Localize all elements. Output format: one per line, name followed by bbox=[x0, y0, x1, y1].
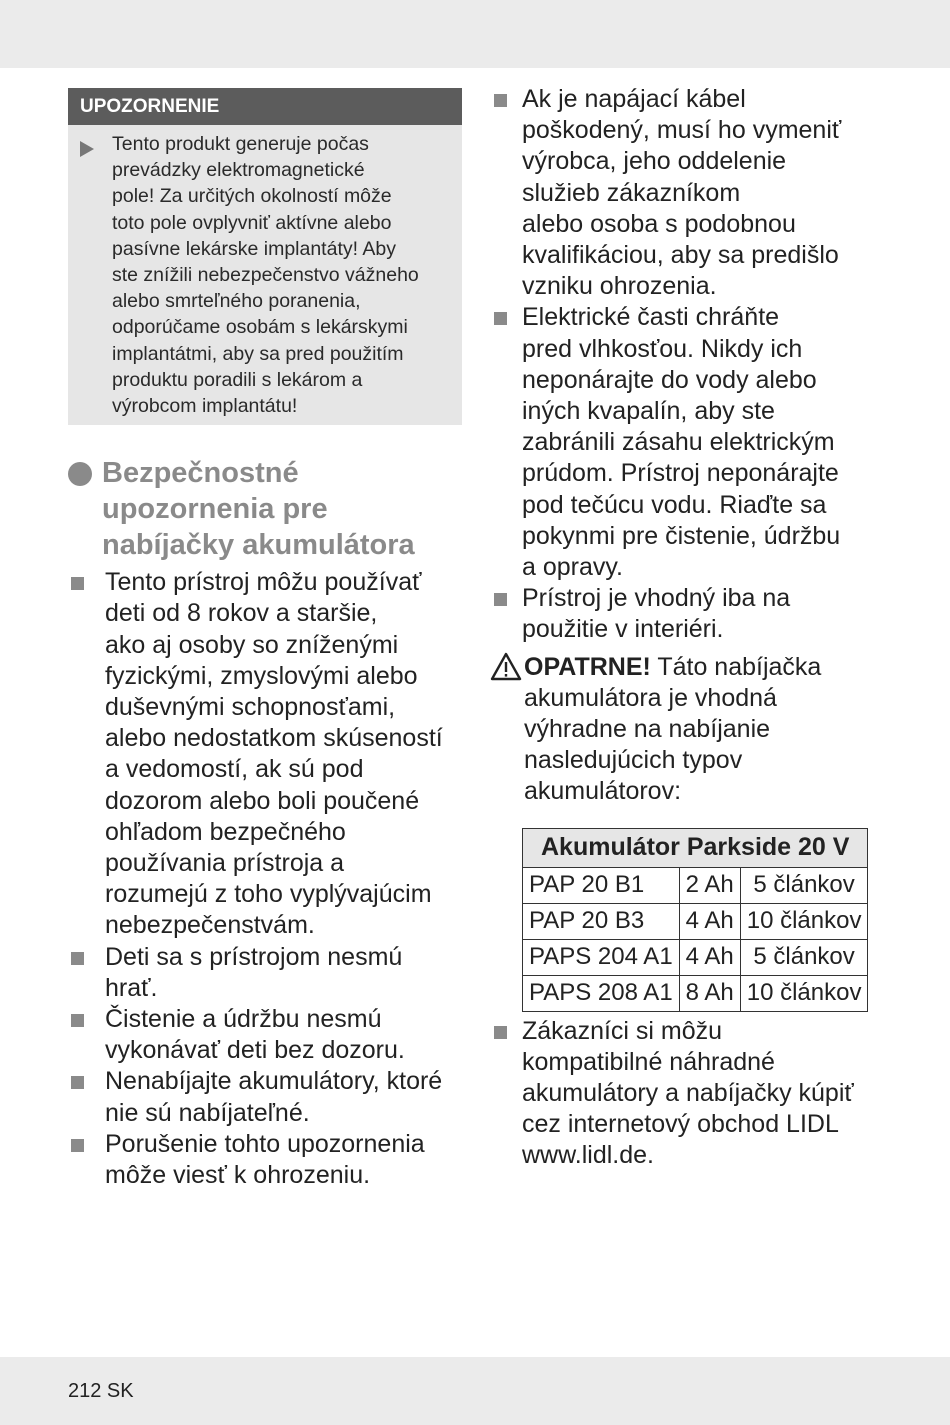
square-bullet-icon bbox=[494, 1026, 507, 1039]
list-line: hrať. bbox=[105, 973, 158, 1002]
caution-line: akumulátora je vhodná bbox=[524, 683, 777, 712]
top-band bbox=[0, 0, 950, 68]
list-line: Prístroj je vhodný iba na bbox=[522, 584, 791, 613]
list-item bbox=[490, 302, 885, 583]
caution-note bbox=[490, 652, 885, 808]
list-item bbox=[68, 1129, 462, 1191]
table-cell: PAP 20 B1 bbox=[523, 867, 680, 903]
section-title-line: upozornenia pre bbox=[102, 493, 328, 526]
list-line: alebo nedostatkom skúseností bbox=[105, 724, 443, 753]
caution-label: OPATRNE! bbox=[524, 652, 651, 681]
list-line: rozumejú z toho vyplývajúcim bbox=[105, 880, 432, 909]
list-line: Ak je napájací kábel bbox=[522, 85, 746, 113]
left-bullet-list bbox=[68, 567, 462, 1191]
list-line: Tento prístroj môžu používať bbox=[105, 568, 422, 597]
bullet-dot-icon bbox=[68, 462, 92, 486]
warning-line: Tento produkt generuje počas bbox=[112, 133, 369, 155]
footer-band bbox=[0, 1357, 950, 1425]
warning-box bbox=[68, 88, 462, 425]
square-bullet-icon bbox=[71, 1076, 84, 1089]
table-cell: PAPS 208 A1 bbox=[523, 975, 680, 1011]
table-row bbox=[523, 867, 868, 903]
list-item bbox=[490, 1016, 885, 1172]
square-bullet-icon bbox=[494, 593, 507, 606]
list-line: pokynmi pre čistenie, údržbu bbox=[522, 521, 841, 550]
list-item bbox=[68, 567, 462, 941]
left-column bbox=[68, 88, 462, 1191]
list-line: akumulátory a nabíjačky kúpiť bbox=[522, 1079, 854, 1108]
warning-triangle-icon bbox=[490, 652, 522, 682]
list-line: služieb zákazníkom bbox=[522, 178, 741, 207]
warning-text bbox=[112, 131, 419, 419]
list-line: duševnými schopnosťami, bbox=[105, 693, 396, 722]
square-bullet-icon bbox=[494, 94, 507, 107]
list-line: iných kvapalín, aby ste bbox=[522, 397, 775, 426]
list-line: Nenabíjajte akumulátory, ktoré bbox=[105, 1067, 443, 1096]
table-row bbox=[523, 939, 868, 975]
list-line: pod tečúcu vodu. Riaďte sa bbox=[522, 490, 827, 519]
warning-line: toto pole ovplyvniť aktívne alebo bbox=[112, 211, 392, 234]
list-line: alebo osoba s podobnou bbox=[522, 209, 796, 238]
play-arrow-icon bbox=[80, 141, 94, 157]
list-line: výrobca, jeho oddelenie bbox=[522, 147, 787, 176]
page-number: 212 SK bbox=[68, 1380, 134, 1402]
list-line: a vedomostí, ak sú pod bbox=[105, 755, 364, 784]
list-item bbox=[68, 1066, 462, 1128]
section-title-line: nabíjačky akumulátora bbox=[102, 529, 415, 562]
list-line: nie sú nabíjateľné. bbox=[105, 1098, 310, 1127]
list-item bbox=[490, 583, 885, 645]
section-title bbox=[102, 455, 415, 563]
list-line: cez internetový obchod LIDL bbox=[522, 1110, 839, 1139]
square-bullet-icon bbox=[71, 1139, 84, 1152]
warning-line: pasívne lekárske implantáty! Aby bbox=[112, 237, 396, 260]
list-line: deti od 8 rokov a staršie, bbox=[105, 599, 378, 628]
list-line: použitie v interiéri. bbox=[522, 615, 724, 644]
list-line: Čistenie a údržbu nesmú bbox=[105, 1005, 382, 1034]
section-heading bbox=[68, 455, 462, 563]
list-line: a opravy. bbox=[522, 553, 623, 582]
table-cell: 5 článkov bbox=[740, 939, 868, 975]
square-bullet-icon bbox=[71, 952, 84, 965]
list-line: Porušenie tohto upozornenia bbox=[105, 1129, 425, 1158]
table-cell: 2 Ah bbox=[679, 867, 740, 903]
table-header-row bbox=[523, 828, 868, 867]
square-bullet-icon bbox=[494, 312, 507, 325]
list-line: prúdom. Prístroj neponárajte bbox=[522, 459, 839, 488]
warning-line: výrobcom implantátu! bbox=[112, 395, 298, 418]
list-line: dozorom alebo boli poučené bbox=[105, 786, 420, 815]
list-line: ako aj osoby so zníženými bbox=[105, 630, 399, 659]
square-bullet-icon bbox=[71, 1014, 84, 1027]
list-line: kvalifikáciou, aby sa predišlo bbox=[522, 241, 839, 270]
table-cell: PAP 20 B3 bbox=[523, 903, 680, 939]
table-cell: PAPS 204 A1 bbox=[523, 939, 680, 975]
table-cell: 5 článkov bbox=[740, 867, 868, 903]
right-bullet-list-2 bbox=[490, 1016, 885, 1172]
list-line: vykonávať deti bez dozoru. bbox=[105, 1036, 405, 1065]
list-line: neponárajte do vody alebo bbox=[522, 365, 817, 394]
table-cell: 10 článkov bbox=[740, 903, 868, 939]
table-row bbox=[523, 903, 868, 939]
battery-table bbox=[522, 828, 868, 1012]
list-line: používania prístroja a bbox=[105, 849, 345, 878]
caution-line: akumulátorov: bbox=[524, 777, 682, 806]
table-cell: 8 Ah bbox=[679, 975, 740, 1011]
list-line: nebezpečenstvám. bbox=[105, 911, 315, 940]
list-line: Zákazníci si môžu bbox=[522, 1016, 723, 1045]
warning-line: pole! Za určitých okolností môže bbox=[112, 185, 392, 208]
list-line: fyzickými, zmyslovými alebo bbox=[105, 661, 418, 690]
caution-line: nasledujúcich typov bbox=[524, 746, 743, 775]
square-bullet-icon bbox=[71, 577, 84, 590]
list-line: Elektrické časti chráňte bbox=[522, 303, 780, 332]
list-line: môže viesť k ohrozeniu. bbox=[105, 1161, 371, 1190]
right-column bbox=[490, 84, 885, 1172]
list-line: pred vlhkosťou. Nikdy ich bbox=[522, 334, 803, 363]
table-cell: 4 Ah bbox=[679, 939, 740, 975]
right-bullet-list bbox=[490, 84, 885, 646]
warning-line: prevádzky elektromagnetické bbox=[112, 159, 365, 182]
table-cell: 10 článkov bbox=[740, 975, 868, 1011]
list-line: ohľadom bezpečného bbox=[105, 817, 346, 846]
warning-body bbox=[68, 125, 462, 419]
list-line: zabránili zásahu elektrickým bbox=[522, 428, 835, 457]
warning-line: implantátmi, aby sa pred použitím bbox=[112, 342, 404, 365]
list-line: www.lidl.de. bbox=[522, 1141, 654, 1170]
caution-line: výhradne na nabíjanie bbox=[524, 715, 771, 744]
list-item bbox=[68, 1004, 462, 1066]
list-item bbox=[490, 84, 885, 302]
caution-text: Táto nabíjačka bbox=[650, 652, 822, 681]
warning-title: UPOZORNENIE bbox=[68, 88, 462, 125]
table-header: Akumulátor Parkside 20 V bbox=[523, 828, 868, 867]
list-line: kompatibilné náhradné bbox=[522, 1047, 775, 1076]
warning-line: produktu poradili s lekárom a bbox=[112, 368, 363, 391]
table-row bbox=[523, 975, 868, 1011]
list-item bbox=[68, 942, 462, 1004]
warning-line: alebo smrteľného poranenia, bbox=[112, 290, 361, 313]
list-line: poškodený, musí ho vymeniť bbox=[522, 116, 842, 145]
list-line: vzniku ohrozenia. bbox=[522, 272, 717, 301]
table-cell: 4 Ah bbox=[679, 903, 740, 939]
list-line: Deti sa s prístrojom nesmú bbox=[105, 942, 403, 971]
section-title-line: Bezpečnostné bbox=[102, 457, 299, 490]
warning-line: ste znížili nebezpečenstvo vážneho bbox=[112, 264, 419, 287]
warning-line: odporúčame osobám s lekárskymi bbox=[112, 316, 408, 339]
